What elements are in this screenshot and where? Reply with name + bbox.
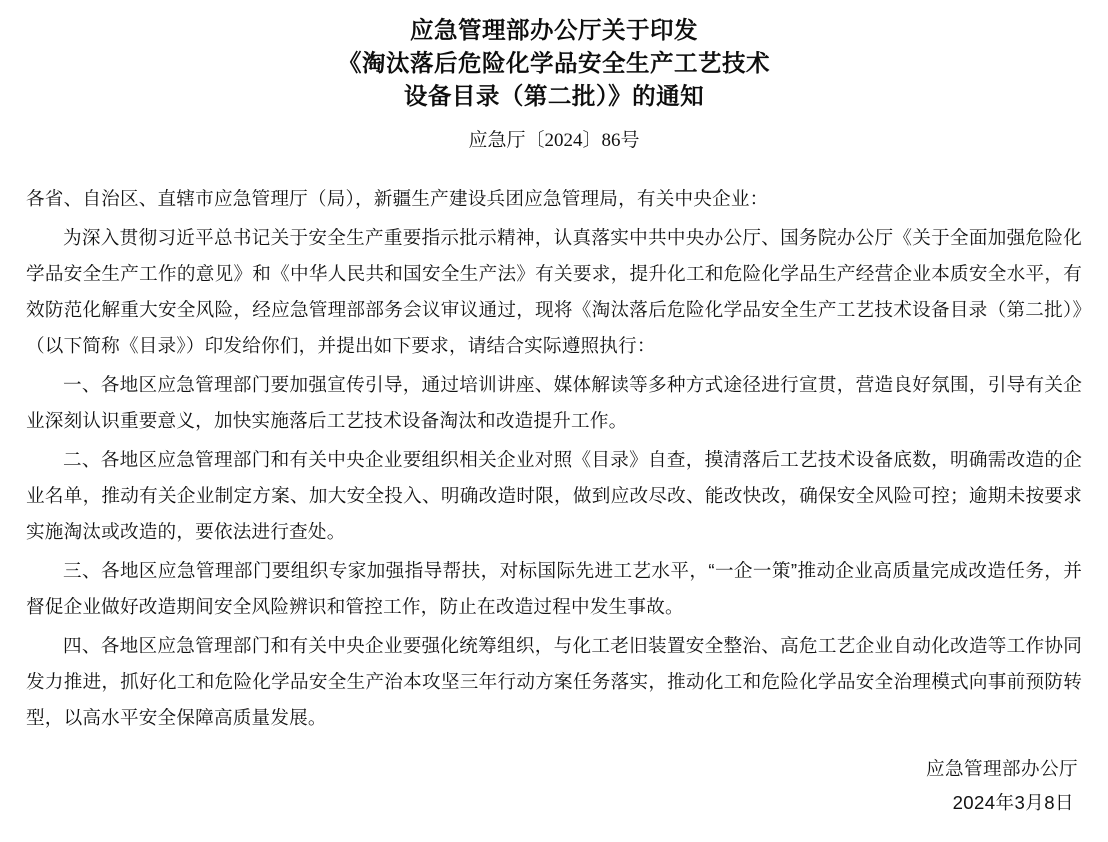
paragraph-item-3: 三、各地区应急管理部门要组织专家加强指导帮扶，对标国际先进工艺水平，“一企一策”推动企业高质量完成改造任务，并督促企业做好改造期间安全风险辨识和管控工作，防止在改造过程中发生事故。 <box>26 560 1082 617</box>
document-body <box>26 181 1082 736</box>
signature-date: 2024年3月8日 <box>952 792 1074 813</box>
paragraph-item-4: 四、各地区应急管理部门和有关中央企业要强化统筹组织，与化工老旧装置安全整治、高危工艺企业自动化改造等工作协同发力推进，抓好化工和危险化学品安全生产治本攻坚三年行动方案任务落实，推动化工和危险化学品安全治理模式向事前预防转型，以高水平安全保障高质量发展。 <box>26 635 1082 728</box>
signature-block <box>926 752 1078 820</box>
paragraph-addressee: 各省、自治区、直辖市应急管理厅（局），新疆生产建设兵团应急管理局，有关中央企业： <box>26 188 769 209</box>
paragraph-preamble: 为深入贯彻习近平总书记关于安全生产重要指示批示精神，认真落实中共中央办公厅、国务院办公厅《关于全面加强危险化学品安全生产工作的意见》和《中华人民共和国安全生产法》有关要求，提升化工和危险化学品生产经营企业本质安全水平，有效防范化解重大安全风险，经应急管理部部务会议审议通过，现将《淘汰落后危险化学品安全生产工艺技术设备目录（第二批）》（以下简称《目录》）印发给你们，并提出如下要求，请结合实际遵照执行： <box>26 227 1082 356</box>
document-number: 应急厅〔2024〕86号 <box>468 130 640 151</box>
paragraph-item-2: 二、各地区应急管理部门和有关中央企业要组织相关企业对照《目录》自查，摸清落后工艺技术设备底数，明确需改造的企业名单，推动有关企业制定方案、加大安全投入、明确改造时限，做到应改尽改、能改快改，确保安全风险可控；逾期未按要求实施淘汰或改造的，要依法进行查处。 <box>26 449 1082 542</box>
title-line-2: 《淘汰落后危险化学品安全生产工艺技术 <box>338 50 770 76</box>
paragraph-item-1: 一、各地区应急管理部门要加强宣传引导，通过培训讲座、媒体解读等多种方式途径进行宣贯，营造良好氛围，引导有关企业深刻认识重要意义，加快实施落后工艺技术设备淘汰和改造提升工作。 <box>26 374 1082 431</box>
title-line-3: 设备目录（第二批）》的通知 <box>403 83 705 109</box>
signature-organization: 应急管理部办公厅 <box>926 758 1078 779</box>
title-line-1: 应急管理部办公厅关于印发 <box>410 17 698 43</box>
page-title <box>164 14 944 113</box>
